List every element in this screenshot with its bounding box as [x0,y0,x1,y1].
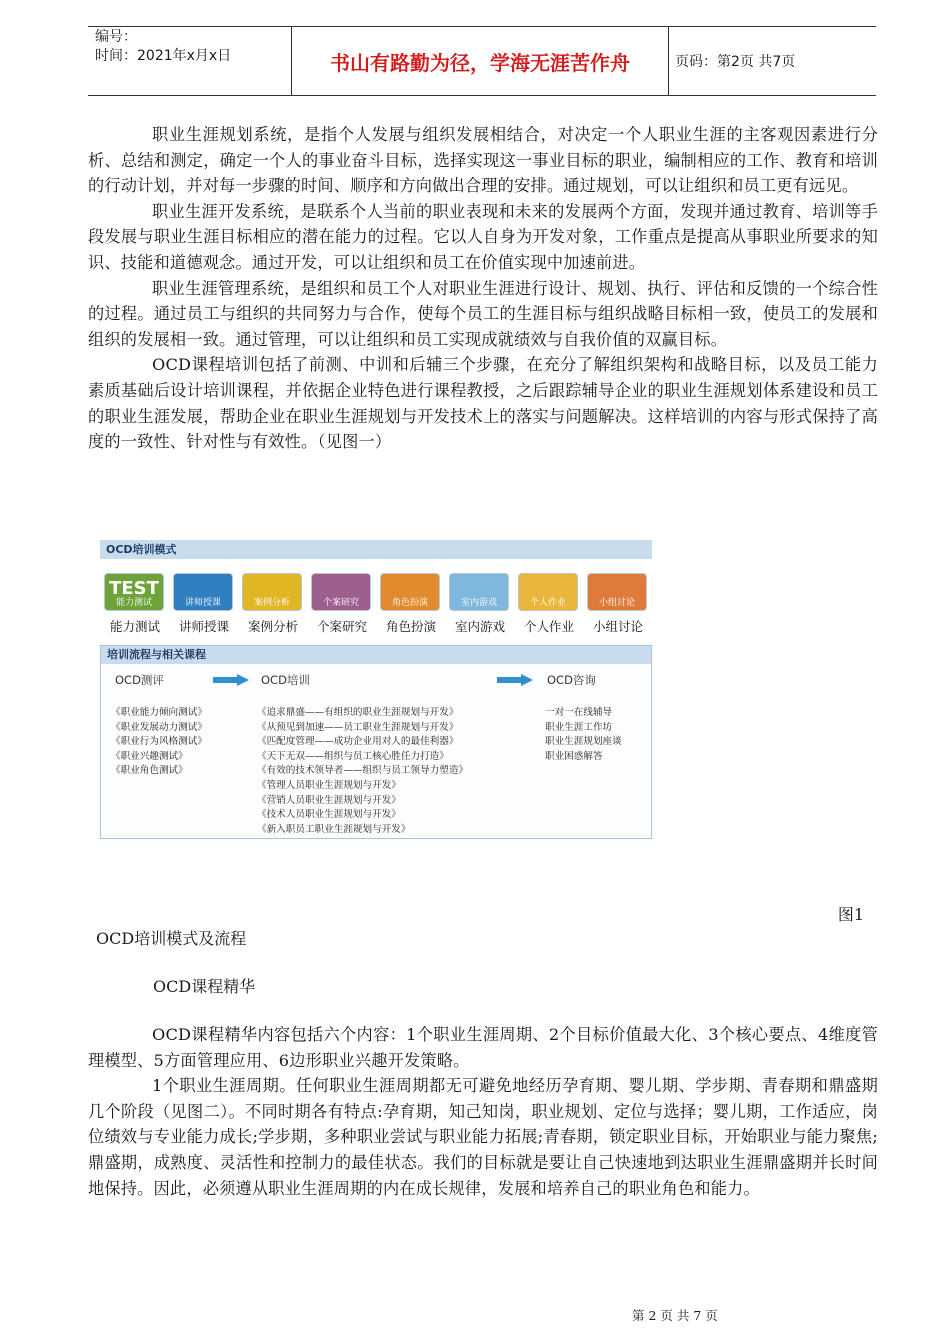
stage-eval: OCD测评 [115,673,164,687]
stage-train: OCD培训 [261,673,310,687]
figure-number: 图1 [837,905,864,924]
mode-picture-icon [311,573,371,611]
mode-picture-icon [104,573,164,611]
mode-icon-cell [173,573,235,635]
list-item: 《职业发展动力测试》 [111,721,207,733]
page-footer: 第 2 页 共 7 页 [632,1308,718,1323]
train-course-list [257,706,468,837]
list-item: 职业生涯规划座谈 [545,736,622,748]
list-item: 职业困惑解答 [545,750,603,762]
eval-course-list [111,706,207,779]
time-label: 时间：2021年x月x日 [95,48,232,64]
list-item: 一对一在线辅导 [545,707,613,718]
paragraph: 职业生涯规划系统，是指个人发展与组织发展相结合，对决定一个人职业生涯的主客观因素进行分析、总结和测定，确定一个人的事业奋斗目标，选择实现这一事业目标的职业，编制相应的工作、教育和培训的行动计划，并对每一步骤的时间、顺序和方向做出合理的安排。通过规划，可以让组织和员工更有远见。 [88,125,878,196]
flow-box [100,645,652,839]
list-item: 《职业行为风格测试》 [111,736,207,748]
icon-sub-text: 案例分析 [253,598,290,608]
header-meta [88,27,291,95]
icon-sub-text: 能力测试 [115,598,152,608]
mode-icon-cell [449,573,511,635]
icon-sub-text: 小组讨论 [598,598,635,608]
mode-picture-icon [518,573,578,611]
list-item: 《营销人员职业生涯规划与开发》 [257,794,401,806]
mode-picture-icon [173,573,233,611]
header-motto: 书山有路勤为径，学海无涯苦作舟 [291,27,669,95]
section-title: OCD课程精华 [153,977,256,996]
list-item: 《管理人员职业生涯规划与开发》 [257,779,401,791]
header-page-label: 页码：第2页 共7页 [675,54,796,70]
mode-icon-label: 讲师授课 [178,619,229,634]
list-item: 《匹配度管理——成功企业用对人的最佳利器》 [257,736,459,748]
paragraph: 职业生涯开发系统，是联系个人当前的职业表现和未来的发展两个方面，发现并通过教育、培训等手段发展与职业生涯目标相应的潜在能力的过程。它以人自身为开发对象，工作重点是提高从事职业所要求的知识、技能和道德观念。通过开发，可以让组织和员工在价值实现中加速前进。 [88,201,878,272]
list-item: 《追求鼎盛——有组织的职业生涯规划与开发》 [257,707,459,718]
icon-sub-text: 室内游戏 [460,598,497,608]
mode-icon-label: 室内游戏 [454,619,505,634]
mode-icon-cell [311,573,373,635]
mode-icon-cell [104,573,166,635]
arrow-right-icon [497,674,533,686]
figure-caption: OCD培训模式及流程 [96,929,247,948]
mode-picture-icon [449,573,509,611]
paragraph: OCD课程培训包括了前测、中训和后辅三个步骤，在充分了解组织架构和战略目标，以及员工能力素质基础后设计培训课程，并依据企业特色进行课程教授，之后跟踪辅导企业的职业生涯规划体系建设和员工的职业生涯发展，帮助企业在职业生涯规划与开发技术上的落实与问题解决。这样培训的内容与形式保持了高度的一致性、针对性与有效性。（见图一） [88,355,878,452]
mode-picture-icon [242,573,302,611]
list-item: 《职业角色测试》 [111,765,188,777]
mode-icon-row [100,573,652,635]
mode-icon-label: 小组讨论 [592,619,643,634]
page-header [88,26,876,96]
icon-sub-text: 讲师授课 [184,598,221,608]
mode-icon-label: 个案研究 [316,619,367,634]
arrow-right-icon [213,674,249,686]
stage-consult: OCD咨询 [547,673,596,687]
mode-icon-cell [242,573,304,635]
icon-sub-text: 角色扮演 [391,598,428,608]
mode-picture-icon [380,573,440,611]
list-item: 职业生涯工作坊 [545,721,613,733]
body-top [88,122,878,455]
mode-icon-label: 角色扮演 [385,619,436,634]
consult-service-list [545,706,622,764]
serial-label: 编号： [95,29,137,45]
mode-icon-cell [587,573,649,635]
paragraph: 职业生涯管理系统，是组织和员工个人对职业生涯进行设计、规划、执行、评估和反馈的一个综合性的过程。通过员工与组织的共同努力与合作，使每个员工的生涯目标与组织战略目标相一致，使员工的发展和组织的发展相一致。通过管理，可以让组织和员工实现成就绩效与自我价值的双赢目标。 [88,278,878,349]
mode-icon-cell [518,573,580,635]
mode-picture-icon [587,573,647,611]
list-item: 《从预见到加速——员工职业生涯规划与开发》 [257,721,459,733]
ocd-figure [100,540,652,840]
mode-title: OCD培训模式 [100,540,652,559]
body-bottom [88,1022,878,1201]
list-item: 《技术人员职业生涯规划与开发》 [257,809,401,821]
icon-big-text: TEST [109,578,159,599]
list-item: 《新入职员工职业生涯规划与开发》 [257,823,411,835]
list-item: 《有效的技术领导者——组织与员工领导力塑造》 [257,765,469,777]
mode-icon-label: 能力测试 [109,619,160,634]
paragraph: 1个职业生涯周期。任何职业生涯周期都无可避免地经历孕育期、婴儿期、学步期、青春期和鼎盛期几个阶段（见图二）。不同时期各有特点:孕育期，知己知岗，职业规划、定位与选择；婴儿期，工作适应，岗位绩效与专业能力成长;学步期，多种职业尝试与职业能力拓展;青春期，锁定职业目标，开始职业与能力聚焦;鼎盛期，成熟度、灵活性和控制力的最佳状态。我们的目标就是要让自己快速地到达职业生涯鼎盛期并长时间地保持。因此，必须遵从职业生涯周期的内在成长规律，发展和培养自己的职业角色和能力。 [88,1076,878,1198]
mode-icon-cell [380,573,442,635]
list-item: 《天下无双——组织与员工核心胜任力打造》 [257,750,449,762]
mode-icon-label: 个人作业 [523,619,574,634]
paragraph: OCD课程精华内容包括六个内容：1个职业生涯周期、2个目标价值最大化、3个核心要点、4维度管理模型、5方面管理应用、6边形职业兴趣开发策略。 [88,1025,878,1070]
icon-sub-text: 个案研究 [322,598,359,608]
list-item: 《职业能力倾向测试》 [111,707,207,718]
list-item: 《职业兴趣测试》 [111,750,188,762]
mode-icon-label: 案例分析 [247,619,298,634]
flow-title: 培训流程与相关课程 [101,646,651,664]
icon-sub-text: 个人作业 [529,598,566,608]
